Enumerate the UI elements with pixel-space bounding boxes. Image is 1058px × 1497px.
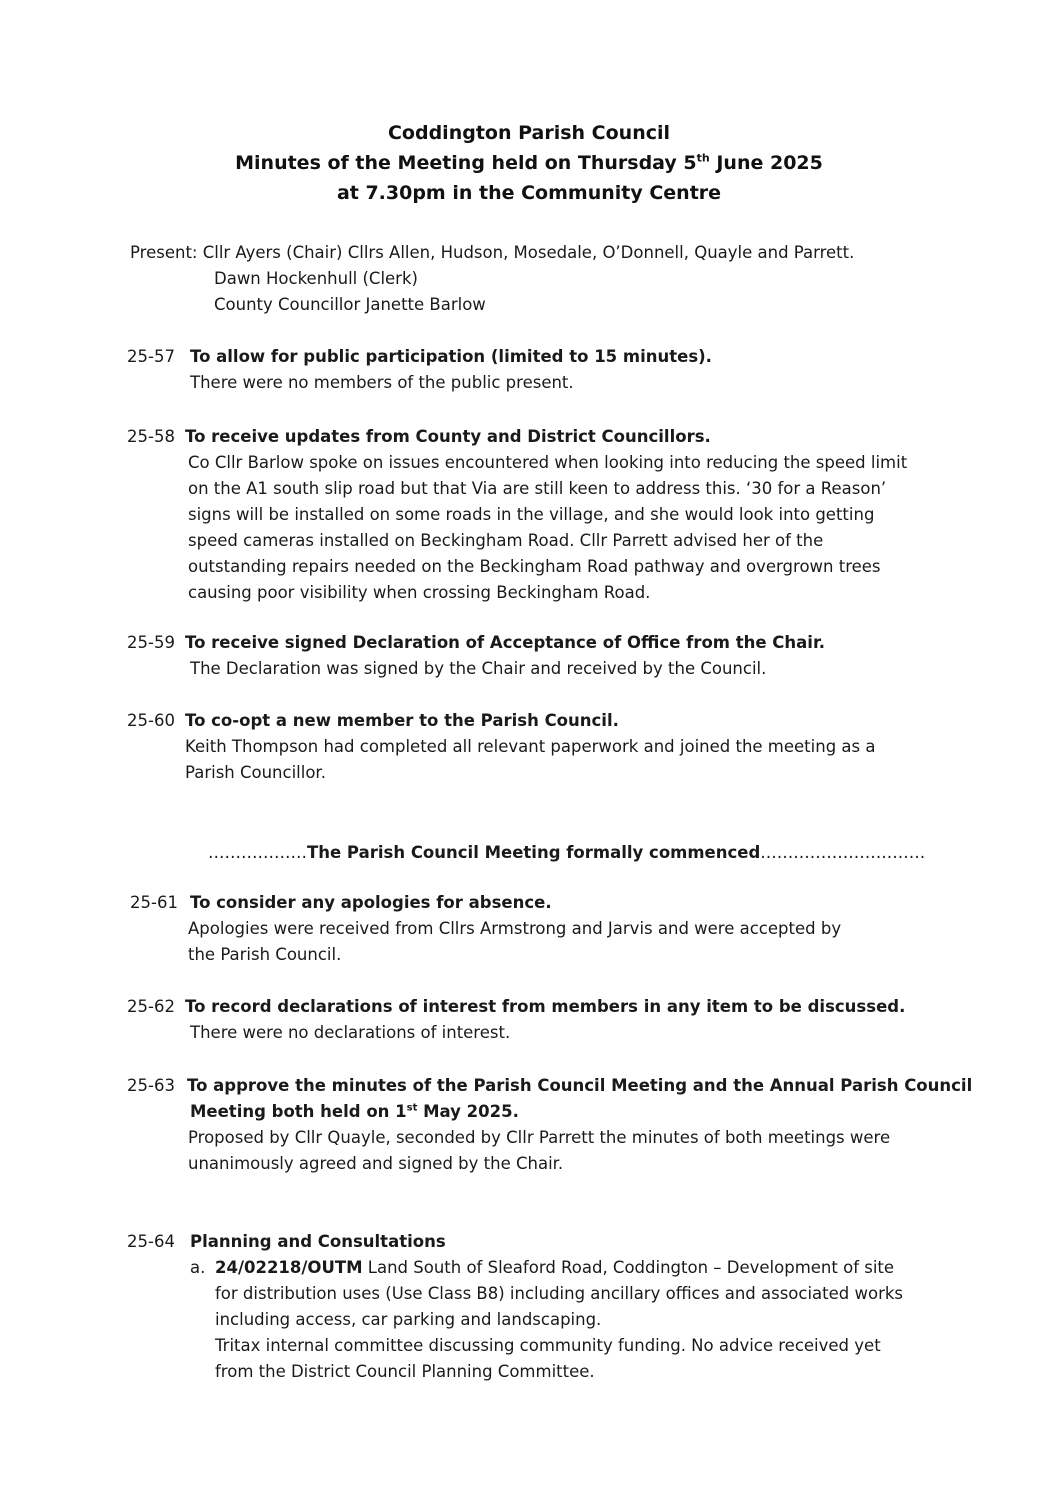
item-number: 25-62 <box>127 997 175 1016</box>
item-heading: To receive signed Declaration of Acceptance of Office from the Chair. <box>185 633 826 652</box>
body-line: including access, car parking and landscaping. <box>215 1310 602 1329</box>
present-clerk: Dawn Hockenhull (Clerk) <box>214 269 418 288</box>
dots-right: ………………………… <box>760 843 926 862</box>
body-line: from the District Council Planning Committee. <box>215 1362 595 1381</box>
sub-item-marker: a. <box>190 1258 206 1277</box>
item-body <box>185 734 875 786</box>
heading-continued-date: May 2025. <box>417 1102 519 1121</box>
planning-description: Land South of Sleaford Road, Coddington – Development of site <box>362 1258 895 1277</box>
item-body <box>190 370 574 396</box>
body-line: Tritax internal committee discussing community funding. No advice received yet <box>215 1336 881 1355</box>
council-name: Coddington Parish Council <box>387 122 671 144</box>
item-body <box>190 1020 510 1046</box>
present-county-councillor: County Councillor Janette Barlow <box>214 295 486 314</box>
sub-item-body <box>215 1281 903 1385</box>
meeting-venue: at 7.30pm in the Community Centre <box>336 182 722 204</box>
commenced-text: The Parish Council Meeting formally commenced <box>307 843 761 862</box>
body-line: causing poor visibility when crossing Beckingham Road. <box>188 583 651 602</box>
body-line: There were no declarations of interest. <box>190 1023 511 1042</box>
meeting-title-text: Minutes of the Meeting held on Thursday 5 <box>235 152 697 174</box>
body-line: for distribution uses (Use Class B8) including ancillary offices and associated works <box>215 1284 904 1303</box>
body-line: signs will be installed on some roads in the village, and she would look into getting <box>188 505 875 524</box>
item-number: 25-57 <box>127 347 175 366</box>
item-number: 25-58 <box>127 427 175 446</box>
item-heading: To approve the minutes of the Parish Council Meeting and the Annual Parish Council <box>187 1076 973 1095</box>
item-body <box>190 656 766 682</box>
item-body <box>188 916 841 968</box>
item-number: 25-60 <box>127 711 175 730</box>
body-line: There were no members of the public present. <box>190 373 574 392</box>
item-number: 25-61 <box>130 893 178 912</box>
body-line: speed cameras installed on Beckingham Road. Cllr Parrett advised her of the <box>188 531 824 550</box>
sub-item-first-line <box>215 1255 894 1281</box>
item-heading: To consider any apologies for absence. <box>190 893 552 912</box>
item-heading: To record declarations of interest from members in any item to be discussed. <box>185 997 906 1016</box>
heading-continued-text: Meeting both held on 1 <box>190 1102 407 1121</box>
body-line: Apologies were received from Cllrs Armstrong and Jarvis and were accepted by <box>188 919 842 938</box>
item-heading: To co-opt a new member to the Parish Council. <box>185 711 619 730</box>
item-body <box>188 1125 890 1177</box>
present-line: Present: Cllr Ayers (Chair) Cllrs Allen, Hudson, Mosedale, O’Donnell, Quayle and Parrett. <box>130 243 855 262</box>
planning-reference: 24/02218/OUTM <box>215 1258 363 1277</box>
body-line: Parish Councillor. <box>185 763 326 782</box>
item-number: 25-63 <box>127 1076 175 1095</box>
item-heading: Planning and Consultations <box>190 1232 446 1251</box>
item-heading: To allow for public participation (limited to 15 minutes). <box>190 347 712 366</box>
item-number: 25-59 <box>127 633 175 652</box>
date-suffix: st <box>406 1102 418 1114</box>
body-line: The Declaration was signed by the Chair and received by the Council. <box>190 659 767 678</box>
body-line: Co Cllr Barlow spoke on issues encountered when looking into reducing the speed limit <box>188 453 908 472</box>
body-line: Proposed by Cllr Quayle, seconded by Cllr Parrett the minutes of both meetings were <box>188 1128 891 1147</box>
item-heading-continued <box>190 1099 519 1125</box>
meeting-title <box>0 148 1058 178</box>
meeting-date-suffix: th <box>696 151 710 165</box>
meeting-title-month: June 2025 <box>709 152 823 174</box>
body-line: outstanding repairs needed on the Beckingham Road pathway and overgrown trees <box>188 557 881 576</box>
item-heading: To receive updates from County and District Councillors. <box>185 427 711 446</box>
meeting-commenced-line <box>208 840 925 866</box>
item-body <box>188 450 907 606</box>
body-line: on the A1 south slip road but that Via are still keen to address this. ‘30 for a Reason’ <box>188 479 887 498</box>
body-line: unanimously agreed and signed by the Chair. <box>188 1154 564 1173</box>
body-line: Keith Thompson had completed all relevant paperwork and joined the meeting as a <box>185 737 876 756</box>
body-line: the Parish Council. <box>188 945 342 964</box>
dots-left: ……………… <box>208 843 307 862</box>
item-number: 25-64 <box>127 1232 175 1251</box>
